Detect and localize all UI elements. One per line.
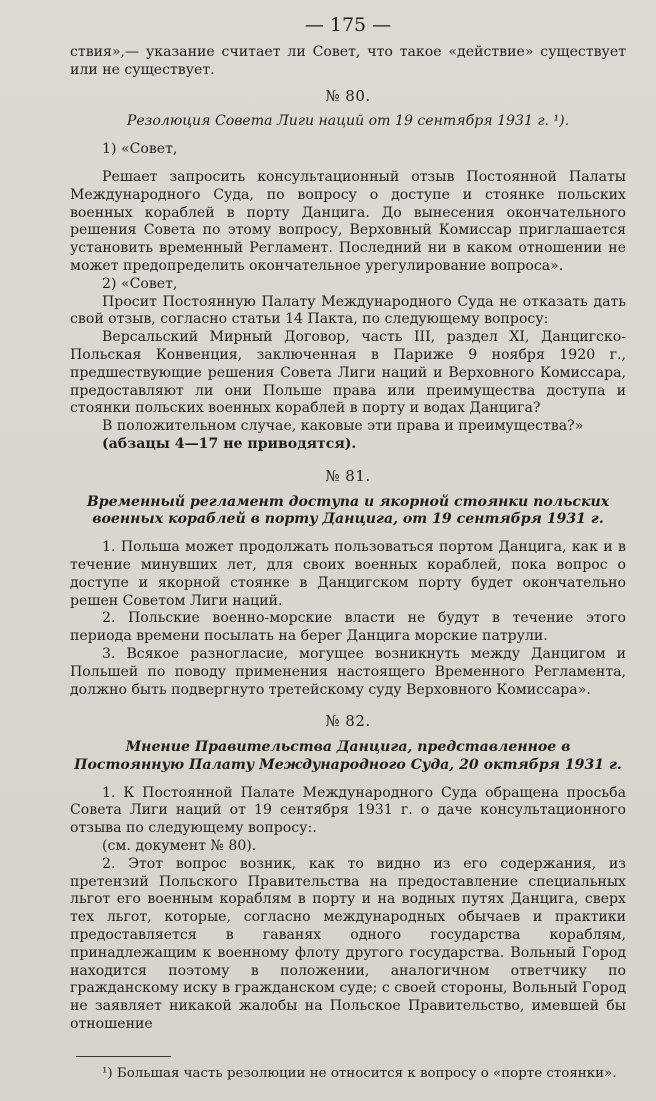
doc-80-p3: Версальский Мирный Договор, часть III, раздел XI, Данцигско-Польская Конвенция, заключенная в Париже 9 ноября 1920 г., предшествующие решения Совета Лиги наций и Верховного Комиссара, предоставляют ли они Польше права или преимущества доступа и стоянки польских военных кораблей в порту и водах Данцига? xyxy=(70,329,626,417)
page-body xyxy=(70,44,626,1082)
doc-81-number: № 81. xyxy=(325,466,371,485)
doc-80-p4: В положительном случае, каковые эти права и преимущества?» xyxy=(102,418,584,435)
page-number: — 175 — xyxy=(304,14,392,36)
intro-paragraph: ствия»,— указание считает ли Совет, что такое «действие» существует или не существует. xyxy=(70,44,626,78)
doc-81-p2: 2. Польские военно-морские власти не будут в течение этого периода времени посылать на берег Данцига морские патрули. xyxy=(70,610,626,645)
doc-81-p1: 1. Польша может продолжать пользоваться портом Данцига, как и в течение минувших лет, для своих военных кораблей, пока вопрос о доступе и якорной стоянке в Данцигском порту будет окончательно решен Советом Лиги наций. xyxy=(70,539,626,609)
doc-82-number: № 82. xyxy=(325,712,371,731)
footnote: ¹) Большая часть резолюции не относится к вопросу о «порте стоянки». xyxy=(102,1065,617,1081)
doc-80-p1: Решает запросить консультационный отзыв Постоянной Палаты Международного Суда, по вопросу о доступе и стоянке польских военных кораблей в порту Данцига. До вынесения окончательного решения Совета по этому вопросу, Верховный Комиссар приглашается установить временный Регламент. Последний ни в каком отношении не может предопределить окончательное урегулирование вопроса». xyxy=(70,168,626,274)
doc-80-title xyxy=(70,113,626,131)
footnote-rule xyxy=(76,1056,171,1057)
doc-82-p2: (см. документ № 80). xyxy=(102,838,257,855)
doc-80-p2-label: 2) «Совет, xyxy=(102,275,178,292)
doc-80-title-text: Резолюция Совета Лиги наций от 19 сентября 1931 г. xyxy=(126,113,550,130)
doc-80-title-note: ¹). xyxy=(553,113,570,130)
doc-80-p5: (абзацы 4—17 не приводятся). xyxy=(102,435,357,452)
doc-82-p1: 1. К Постоянной Палате Международного Суда обращена просьба Совета Лиги наций от 19 сентября 1931 г. о даче консультационного отзыва по следующему вопросу:. xyxy=(70,784,626,837)
doc-80-p2: Просит Постоянную Палату Международного Суда не отказать дать свой отзыв, согласно статьи 14 Пакта, по следующему вопросу: xyxy=(70,293,626,328)
doc-81-p3: 3. Всякое разногласие, могущее возникнуть между Данцигом и Польшей по поводу применения настоящего Временного Регламента, должно быть подвергнуто третейскому суду Верховного Комиссара». xyxy=(70,645,626,698)
doc-82-title: Мнение Правительства Данцига, представленное в Постоянную Палату Международного Суда, 20 октября 1931 г. xyxy=(74,739,622,773)
doc-81-title: Временный регламент доступа и якорной стоянки польских военных кораблей в порту Данцига, от 19 сентября 1931 г. xyxy=(86,493,610,528)
doc-82-p3: 2. Этот вопрос возник, как то видно из его содержания, из претензий Польского Правительства на предоставление специальных льгот его военным кораблям в порту и на водных путях Данцига, сверх тех льгот, которые, согласно международных обычаев и практики предоставляется в гаванях одного государства кораблям, принадлежащим к военному флоту другого государства. Вольный Город находится поэтому в положении, аналогичном ответчику по гражданскому иску в гражданском суде; с своей стороны, Вольный Город не заявляет никакой жалобы на Польское Правительство, имевшей бы отношение xyxy=(70,855,626,1033)
doc-80-number: № 80. xyxy=(325,86,371,105)
doc-80-p1-label: 1) «Совет, xyxy=(102,141,178,158)
